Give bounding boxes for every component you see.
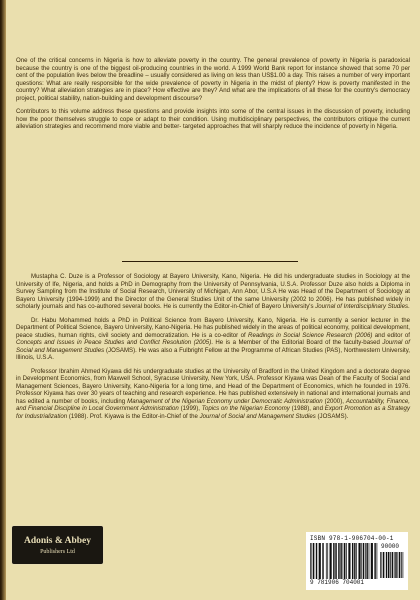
barcode-bar — [371, 543, 373, 579]
barcode-bar — [397, 552, 398, 578]
barcode-bar — [399, 552, 400, 578]
barcode-bar — [311, 543, 312, 579]
price-barcode-bars — [380, 552, 404, 578]
blurb-paragraph: One of the critical concerns in Nigeria is how to alleviate poverty in the country. The general prevalence of poverty in Nigeria is paradoxical because the country is one of the biggest oil-producing countries in the world. A 1999 World Bank report for instance showed that some 70 per cent of the population lives below the breadline – usually considered as living on less than US$1.00 a day. This raises a number of very important questions: What are really responsible for the wide prevalence of poverty in Nigeria in the midst of plenty? How is poverty manifested in the country? What alleviation strategies are in place? How effective are they? And what are the implications of all these for the country's democracy project, political stability, nation-building and development discourse? — [16, 57, 410, 102]
barcode-bar — [386, 552, 387, 578]
barcode-bar — [338, 543, 339, 579]
barcode-bar — [356, 543, 357, 579]
barcode-bar — [335, 543, 336, 579]
barcode-bars — [310, 543, 378, 579]
bio-kiyawa: Professor Ibrahim Ahmed Kiyawa did his undergraduate studies at the University of Bradford in the United Kingdom and a doctorate degree in Development Economics, from Maxwell School, Syracuse University, New York, USA. Professor Kiyawa was Dean of the Faculty of Social and Management Sciences, Bayero University, Kano-Nigeria for a long time, and Head of the Department of Economics, which he founded in 1976. Professor Kiyawa has over 30 years of teaching and research experience. He has published extensively in national and international journals and has edited a number of books, including Management of the Nigerian Economy under Democratic Administration (2000), Accountability, Finance, and Financial Discipline in Local Government Administration (1999), Topics on the Nigerian Economy (1988), and Export Promotion as a Strategy for Industrialization (1988). Prof. Kiyawa is the Editor-in-Chief of the Journal of Social and Management Studies (JOSAMS). — [16, 367, 411, 420]
barcode-bar — [388, 552, 389, 578]
barcode-bar — [363, 543, 364, 579]
divider — [122, 261, 298, 262]
editor-bios — [16, 273, 410, 420]
barcode-bar — [340, 543, 341, 579]
barcode-bar — [352, 543, 353, 579]
barcode-bar — [322, 543, 323, 579]
barcode-bar — [348, 543, 350, 579]
price-code: 90000 — [381, 543, 400, 550]
ean-number: 9 781906 704001 — [310, 579, 365, 586]
barcode-bar — [343, 543, 344, 579]
barcode-bar — [319, 543, 321, 579]
barcode-bar — [354, 543, 355, 579]
barcode-bar — [366, 543, 367, 579]
barcode-bar — [330, 543, 332, 579]
barcode-bar — [390, 552, 391, 578]
barcode-bar — [401, 552, 402, 578]
barcode-bar — [326, 543, 327, 579]
publisher-name: Adonis & Abbey — [23, 535, 92, 546]
barcode-bar — [358, 543, 360, 579]
barcode-bar — [310, 543, 311, 579]
barcode-bar — [365, 543, 366, 579]
publisher-logo — [11, 525, 104, 565]
publisher-subtitle: Publishers Ltd — [40, 548, 75, 555]
bio-mohammed: Dr. Habu Mohammed holds a PhD in Political Science from Bayero University, Kano, Nigeria. He is currently a senior lecturer in the Department of Political Science, Bayero University, Kano-Nigeria. He has published widely in the areas of political economy, political development, peace studies, human rights, civil society and democratization. He is a co-editor of Readings in Social Science Research (2006) and editor of Concepts and Issues in Peace Studies and Conflict Resolution (2005). He is a Member of the Editorial Board of the faculty-based Journal of Social and Management Studies (JOSAMS). He was also a Fulbright Fellow at the Programme of African Studies (PAS), Northwestern University, Illinois, U.S.A. — [16, 316, 410, 361]
barcode-bar — [394, 552, 395, 578]
barcode-bar — [346, 543, 347, 579]
blurb-paragraph: Contributors to this volume address these questions and provide insights into some of the central issues in the discussion of poverty, including how the poor themselves struggle to cope or adapt to their condition. Using multidisciplinary perspectives, the contributors critique the current alleviation strategies and recommend more viable and better- targeted approaches that will sharply reduce the incidence of poverty in Nigeria. — [16, 108, 410, 130]
barcode-bar — [395, 552, 396, 578]
barcode-bar — [333, 543, 334, 579]
barcode-bar — [380, 552, 381, 578]
bio-duze: Mustapha C. Duze is a Professor of Sociology at Bayero University, Kano, Nigeria. He did his undergraduate studies in Sociology at the University of Ife, Nigeria, and holds a PhD in Demography from the University of Pennsylvania, U.S.A. Professor Duze also holds a Diploma in Survey Sampling from the Institute of Social Research, University of Michigan, Ann Abor, U.S.A He was Head of the Department of Sociology at Bayero University (1994-1999) and the Director of the General Studies Unit of the same University (2002 to 2006). He has published widely in scholarly journals and has co-authored several books. He is currently the Editor-in-Chief of Bayero University's Journal of Interdisciplinary Studies. — [16, 273, 410, 310]
barcode-bar — [383, 552, 384, 578]
barcode-bar — [377, 543, 378, 579]
barcode-bar — [374, 543, 375, 579]
barcode-bar — [327, 543, 328, 579]
barcode-bar — [381, 552, 382, 578]
barcode-bar — [344, 543, 345, 579]
barcode-bar — [392, 552, 393, 578]
barcode-bar — [316, 543, 317, 579]
isbn-label: ISBN 978-1-906704-00-1 — [310, 535, 394, 542]
barcode-bar — [361, 543, 362, 579]
barcode — [306, 532, 408, 590]
barcode-bar — [403, 552, 404, 578]
barcode-bar — [369, 543, 370, 579]
blurb — [16, 57, 410, 131]
barcode-bar — [313, 543, 314, 579]
